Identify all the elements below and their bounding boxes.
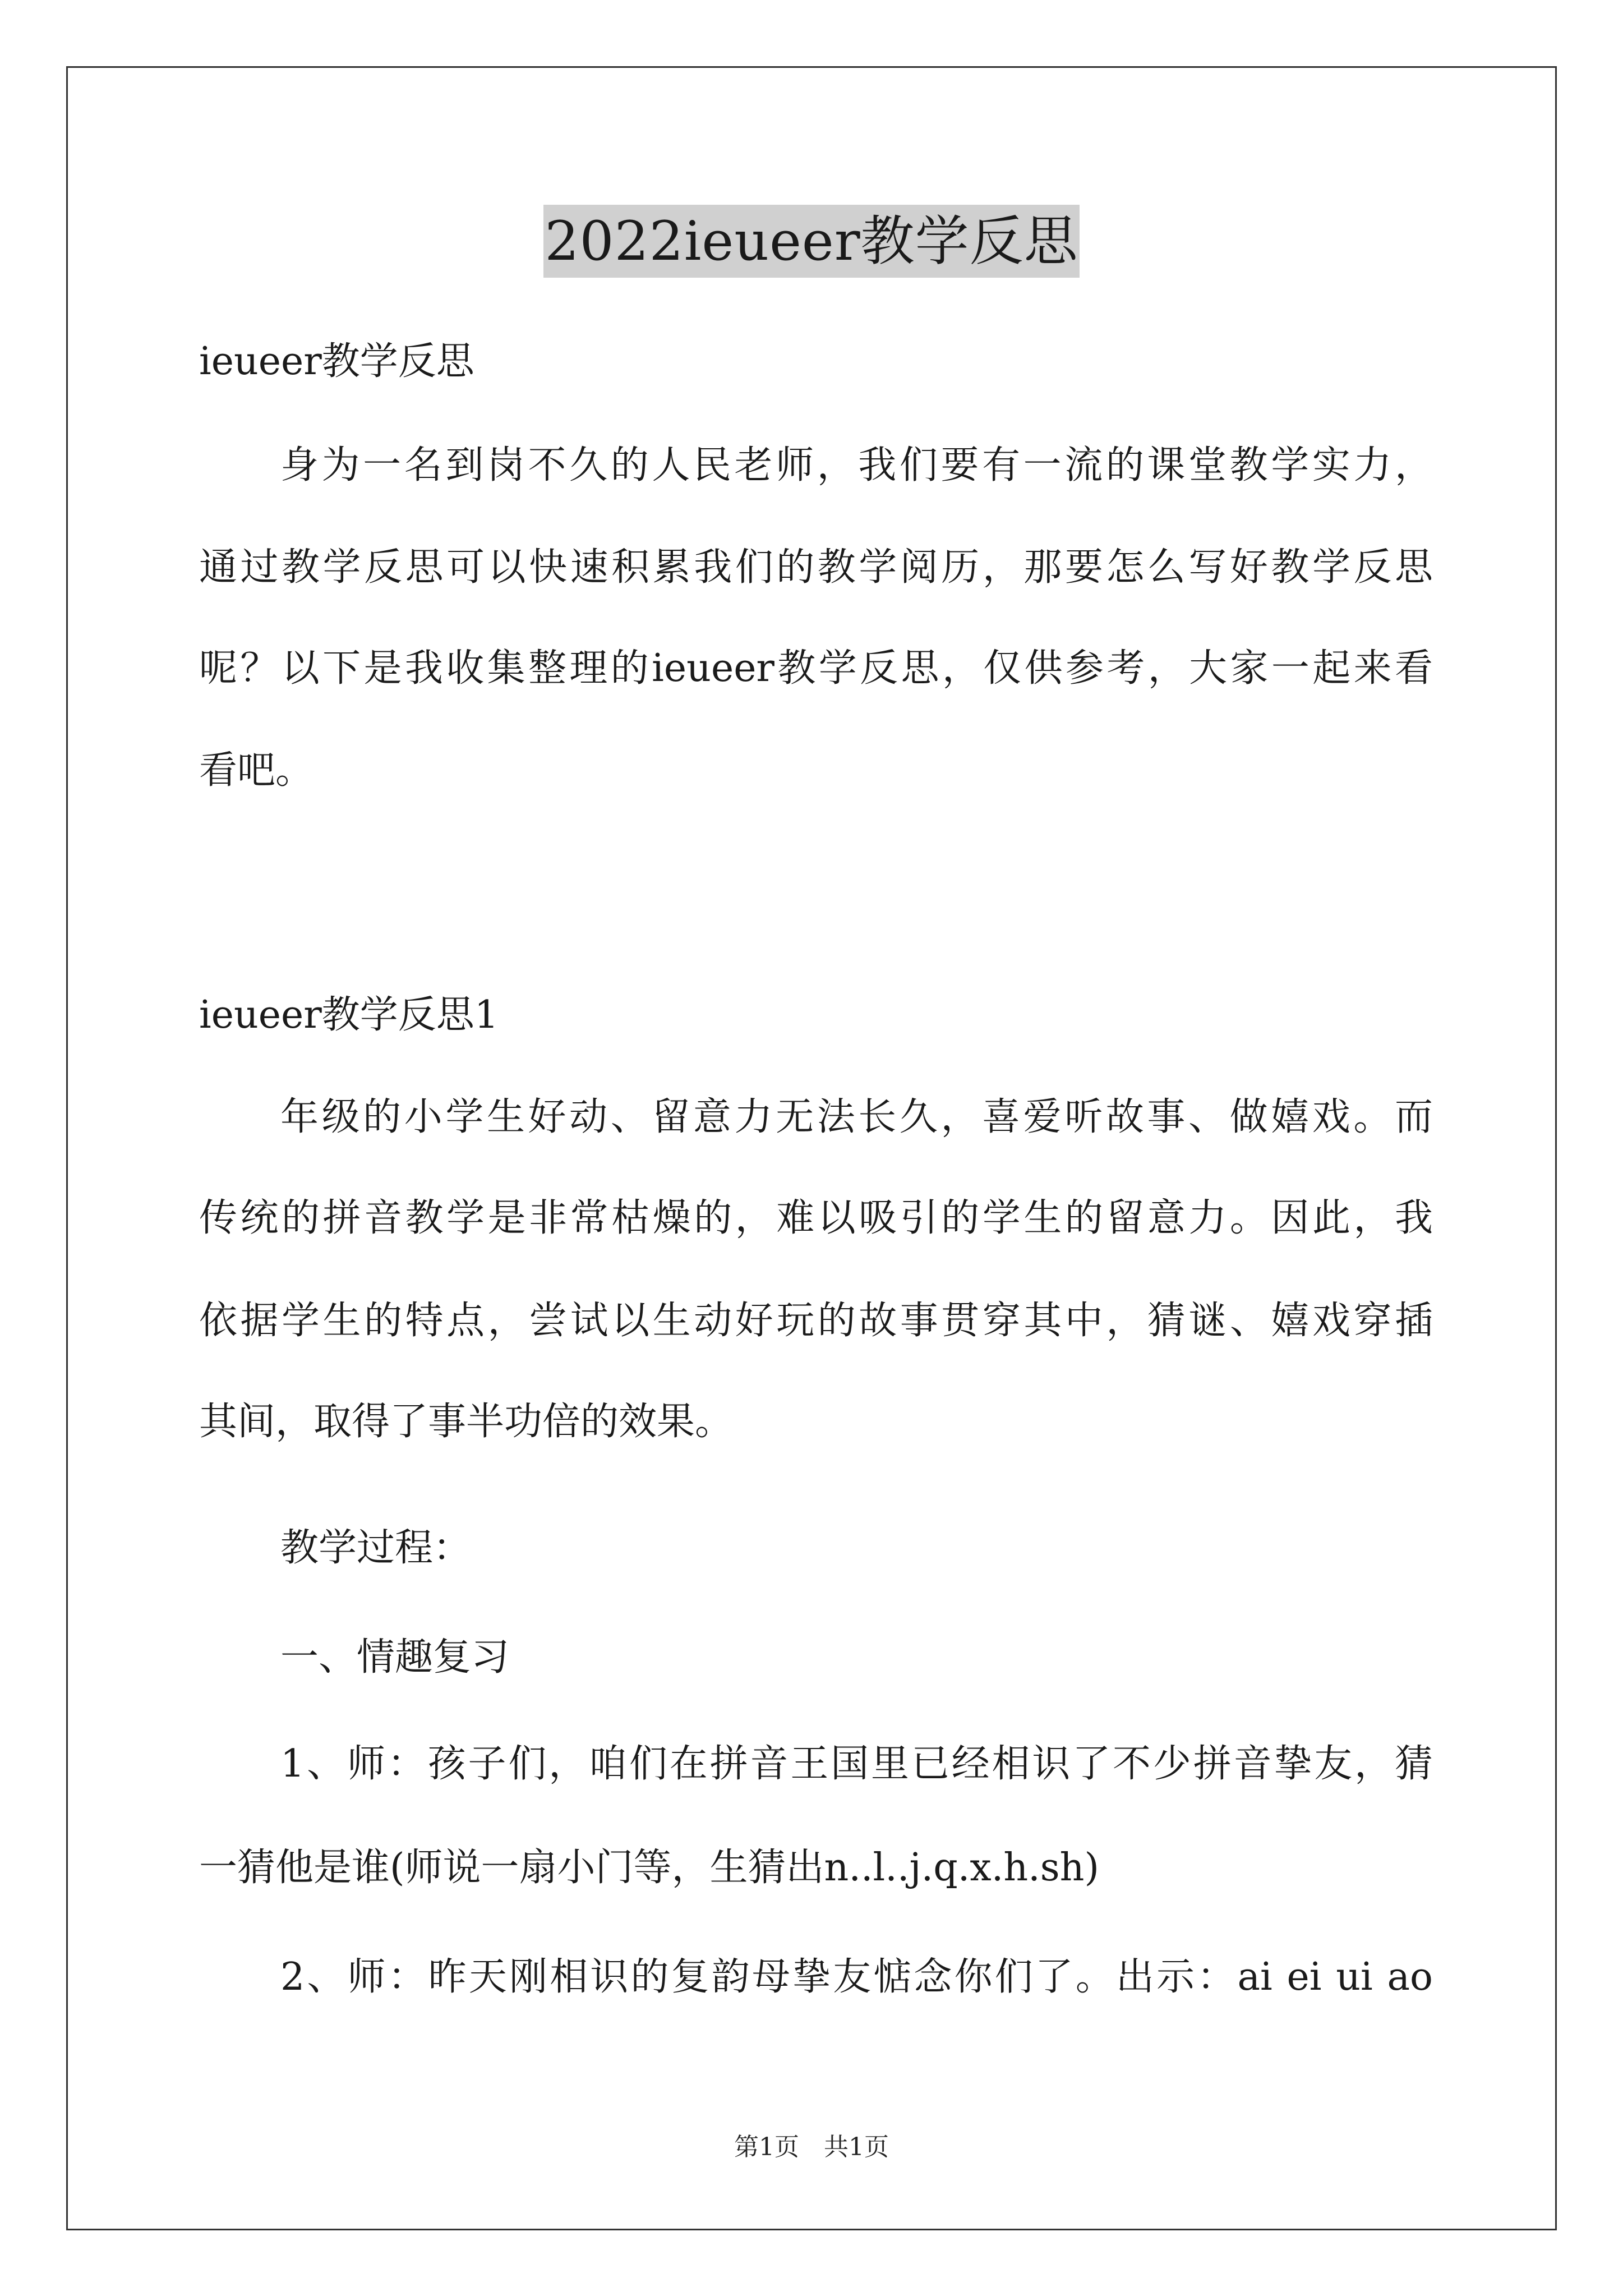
page-border bbox=[66, 66, 1557, 2230]
item1-line-1: 1、师：孩子们，咱们在拼音王国里已经相识了不少拼音挚友，猜 bbox=[280, 1742, 1433, 1786]
title-wrapper bbox=[0, 205, 1623, 278]
section1-line-2: 传统的拼音教学是非常枯燥的，难以吸引的学生的留意力。因此，我 bbox=[199, 1196, 1433, 1240]
intro-line-4: 看吧。 bbox=[199, 748, 314, 793]
section1-line-4: 其间，取得了事半功倍的效果。 bbox=[199, 1400, 734, 1444]
item2-line: 2、师：昨天刚相识的复韵母挚友惦念你们了。出示：ai ei ui ao bbox=[280, 1955, 1433, 1999]
section1-line-1: 年级的小学生好动、留意力无法长久，喜爱听故事、做嬉戏。而 bbox=[280, 1095, 1433, 1139]
step1-heading: 一、情趣复习 bbox=[280, 1635, 510, 1680]
section1-line-3: 依据学生的特点，尝试以生动好玩的故事贯穿其中，猜谜、嬉戏穿插 bbox=[199, 1299, 1433, 1343]
intro-line-1: 身为一名到岗不久的人民老师，我们要有一流的课堂教学实力， bbox=[280, 443, 1433, 487]
document-title: 2022ieueer教学反思 bbox=[543, 205, 1079, 278]
item1-line-2: 一猜他是谁(师说一扇小门等，生猜出n..l..j.q.x.h.sh) bbox=[199, 1846, 1099, 1890]
intro-line-3: 呢？以下是我收集整理的ieueer教学反思，仅供参考，大家一起来看 bbox=[199, 646, 1433, 691]
document-subtitle: ieueer教学反思 bbox=[199, 339, 474, 384]
section1-heading: ieueer教学反思1 bbox=[199, 993, 499, 1037]
intro-line-2: 通过教学反思可以快速积累我们的教学阅历，那要怎么写好教学反思 bbox=[199, 545, 1433, 590]
page-footer: 第1页 共1页 bbox=[734, 2133, 889, 2161]
process-label: 教学过程： bbox=[280, 1526, 472, 1570]
